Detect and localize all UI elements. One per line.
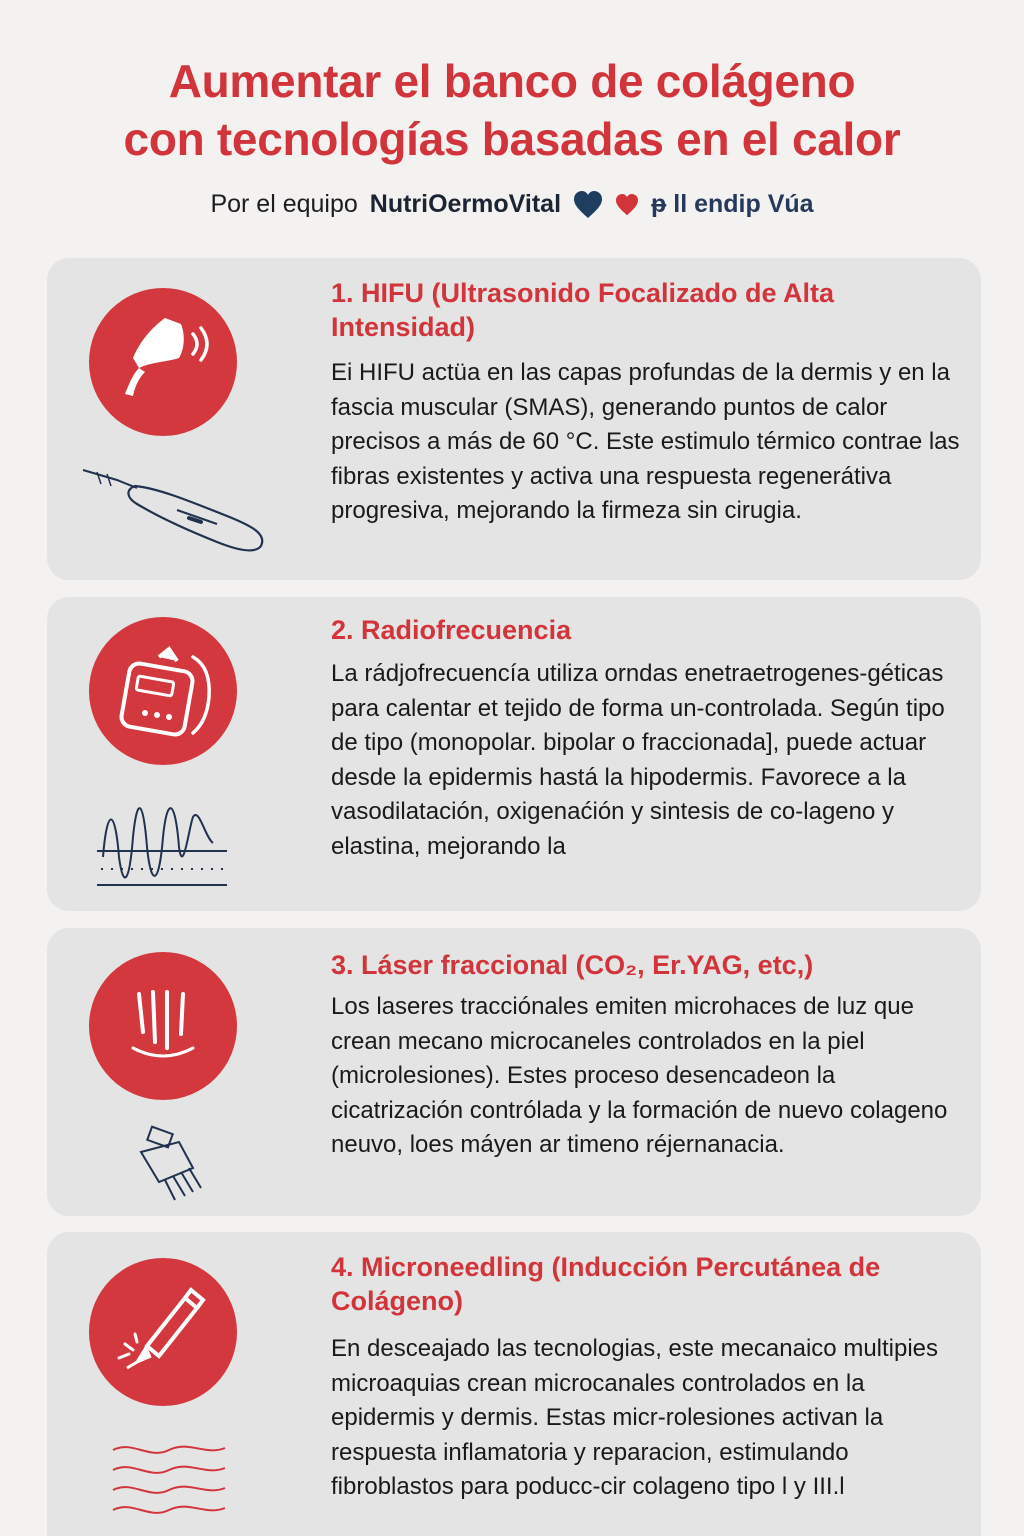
microneedling-pen-icon (89, 1258, 237, 1406)
heart-dark-icon (573, 191, 603, 219)
radiofrequency-device-icon (89, 617, 237, 765)
page-header (0, 52, 1024, 168)
section-icon-circle (89, 288, 237, 436)
section-body: En desceajado las tecnologias, este mecanaico multipies microaquias crean microcanales controlados en la epidermis y dermis. Estas micr-rolesiones activan la respuesta inflamatoria y reparacion, estimulando fibroblastos para poducc-cir colageno tipo l y III.l (331, 1335, 939, 1500)
section-icon-circle (89, 617, 237, 765)
rf-wave-sketch (93, 797, 233, 893)
byline (0, 190, 1024, 219)
page-title-line-1: Aumentar el banco de colágeno (168, 55, 856, 107)
section-title: 4. Microneedling (Inducción Percutánea de Colágeno) (331, 1252, 881, 1316)
section-title: 2. Radiofrecuencia (331, 615, 572, 645)
laser-handpiece-sketch (131, 1124, 221, 1204)
section-card-microneedling (47, 1232, 981, 1536)
section-body: Ei HIFU actüa en las capas profundas de la dermis y en la fascia muscular (SMAS), generando puntos de calor precisos a más de 60 °C. Este estimulo térmico contrae las fibras existentes y activa una respuesta regenerátiva progresiva, mejorando la firmeza sin cirugia. (331, 359, 960, 524)
skin-layers-sketch (109, 1436, 229, 1536)
section-card-hifu (47, 258, 981, 580)
section-card-radiofrecuencia (47, 597, 981, 911)
page-title-line-2: con tecnologías basadas en el calor (123, 113, 901, 165)
byline-brand: NutriOermoVital (369, 190, 562, 218)
section-body: Los laseres tracciónales emiten microhaces de luz que crean mecano microcaneles controlados en la piel (microlesiones). Estes proceso desencadeon la cicatrización contrólada y la formación de nuevo colageno neuvo, loes máyen ar timeno réjernanacia. (331, 993, 948, 1158)
section-icon-circle (89, 952, 237, 1100)
section-body: La rádjofrecuencía utiliza orndas enetraetrogenes-géticas para calentar et tejido de forma un-controlada. Según tipo de tipo (monopolar. bipolar o fraccionada], puede actuar desde la epidermis hastá la hipodermis. Favorece a la vasodilatación, oxigenaćión y sintesis de co-lageno y elastina, mejorando la (331, 660, 945, 860)
byline-prefix: Por el equipo (210, 190, 358, 218)
hifu-handpiece-sketch (77, 458, 267, 558)
section-card-laser (47, 928, 981, 1216)
ultrasound-transducer-icon (89, 288, 237, 436)
section-title: 1. HIFU (Ultrasonido Focalizado de Alta Intensidad) (331, 278, 835, 342)
section-icon-circle (89, 1258, 237, 1406)
byline-tail: ᵽ ll endip Vúa (651, 190, 814, 218)
section-title: 3. Láser fraccional (CO₂, Er.YAG, etc,) (331, 950, 814, 980)
heart-red-icon (615, 194, 639, 216)
laser-beams-icon (89, 952, 237, 1100)
